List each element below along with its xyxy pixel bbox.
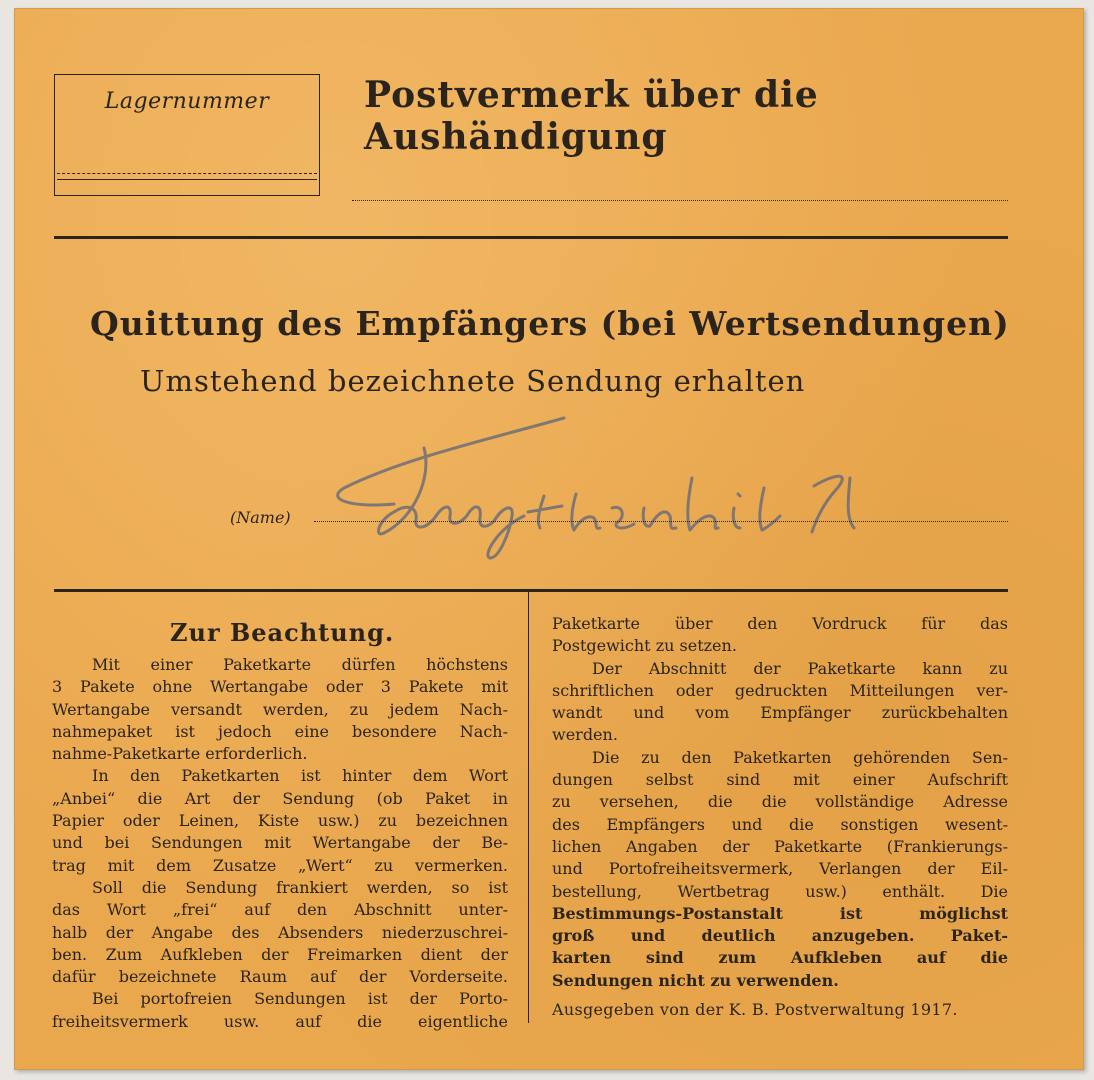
postvermerk-dotted-line xyxy=(352,200,1008,201)
lagernummer-label: Lagernummer xyxy=(104,89,270,114)
page-title: Postvermerk über die Aushändigung xyxy=(364,74,819,158)
notice-left-line: trag mit dem Zusatze „Wert“ zu vermerken. xyxy=(52,855,508,875)
notice-left-line: Soll die Sendung frankiert werden, so ist xyxy=(92,877,508,897)
notice-left-line: nahme-Paketkarte erforderlich. xyxy=(52,744,308,764)
notice-left-line: ben. Zum Aufkleben der Freimarken dient der xyxy=(52,944,508,964)
lagernummer-dotted-line xyxy=(57,173,317,174)
notice-left-line: nahmepaket ist jedoch eine besondere Nach- xyxy=(52,721,508,741)
notice-left-line: Papier oder Leinen, Kiste usw.) zu bezeichnen xyxy=(52,811,508,831)
notice-right-line: schriftlichen oder gedruckten Mitteilungen ver- xyxy=(552,680,1008,700)
notice-right-line: bestellung, Wertbetrag usw.) enthält. Die xyxy=(552,881,1008,901)
notice-right-line: und Portofreiheitsvermerk, Verlangen der Eil- xyxy=(552,859,1008,879)
notice-right-line: Der Abschnitt der Paketkarte kann zu xyxy=(592,658,1008,678)
notice-right-line: Sendungen nicht zu verwenden. xyxy=(552,970,839,990)
notice-left-line: In den Paketkarten ist hinter dem Wort xyxy=(92,766,508,786)
notice-right-line: lichen Angaben der Paketkarte (Frankierungs- xyxy=(552,836,1008,856)
notice-right-line: Paketkarte über den Vordruck für das xyxy=(552,614,1008,633)
notice-right-column xyxy=(552,613,1008,992)
top-divider xyxy=(54,236,1008,239)
column-divider xyxy=(528,591,529,1023)
lagernummer-box xyxy=(54,74,320,196)
notice-right-line: Bestimmungs-Postanstalt ist möglichst xyxy=(552,903,1008,923)
middle-divider xyxy=(54,589,1008,592)
notice-right-line: dungen selbst sind mit einer Aufschrift xyxy=(552,770,1008,790)
notice-right-line: Die zu den Paketkarten gehörenden Sen- xyxy=(592,747,1008,767)
notice-right-line: zu versehen, die die vollständige Adresse xyxy=(552,792,1008,812)
notice-right-line: des Empfängers und die sonstigen wesent- xyxy=(552,814,1008,834)
name-label: (Name) xyxy=(230,508,291,527)
notice-left-line: halb der Angabe des Absenders niederzuschrei- xyxy=(52,922,508,942)
notice-left-line: und bei Sendungen mit Wertangabe der Be- xyxy=(52,833,508,853)
notice-right-line: karten sind zum Aufkleben auf die xyxy=(552,948,1008,968)
notice-left-line: „Anbei“ die Art der Sendung (ob Paket in xyxy=(52,788,508,808)
notice-right-line: Postgewicht zu setzen. xyxy=(552,636,737,656)
notice-heading: Zur Beachtung. xyxy=(170,618,395,647)
notice-left-line: dafür bezeichnete Raum auf der Vorderseite. xyxy=(52,967,508,987)
notice-left-line: Wertangabe versandt werden, zu jedem Nach- xyxy=(52,699,508,719)
notice-left-column xyxy=(52,654,508,1033)
lagernummer-line xyxy=(57,179,317,180)
notice-right-line: groß und deutlich anzugeben. Paket- xyxy=(552,926,1008,946)
issuer-footer: Ausgegeben von der K. B. Postverwaltung 1917. xyxy=(552,1000,958,1019)
signature-image xyxy=(314,408,914,568)
notice-right-line: wandt und vom Empfänger zurückbehalten xyxy=(552,703,1008,723)
notice-left-line: freiheitsvermerk usw. auf die eigentliche xyxy=(52,1011,508,1031)
parcel-card-back xyxy=(14,8,1084,1070)
receipt-heading: Quittung des Empfängers (bei Wertsendungen) xyxy=(90,304,1010,343)
notice-left-line: das Wort „frei“ auf den Abschnitt unter- xyxy=(52,900,508,920)
notice-right-line: werden. xyxy=(552,725,618,745)
name-signature-line xyxy=(314,521,1008,522)
notice-left-line: Mit einer Paketkarte dürfen höchstens xyxy=(92,655,508,674)
notice-left-line: Bei portofreien Sendungen ist der Porto- xyxy=(92,989,508,1009)
receipt-subheading: Umstehend bezeichnete Sendung erhalten xyxy=(140,364,806,398)
notice-left-line: 3 Pakete ohne Wertangabe oder 3 Pakete mit xyxy=(52,677,508,697)
